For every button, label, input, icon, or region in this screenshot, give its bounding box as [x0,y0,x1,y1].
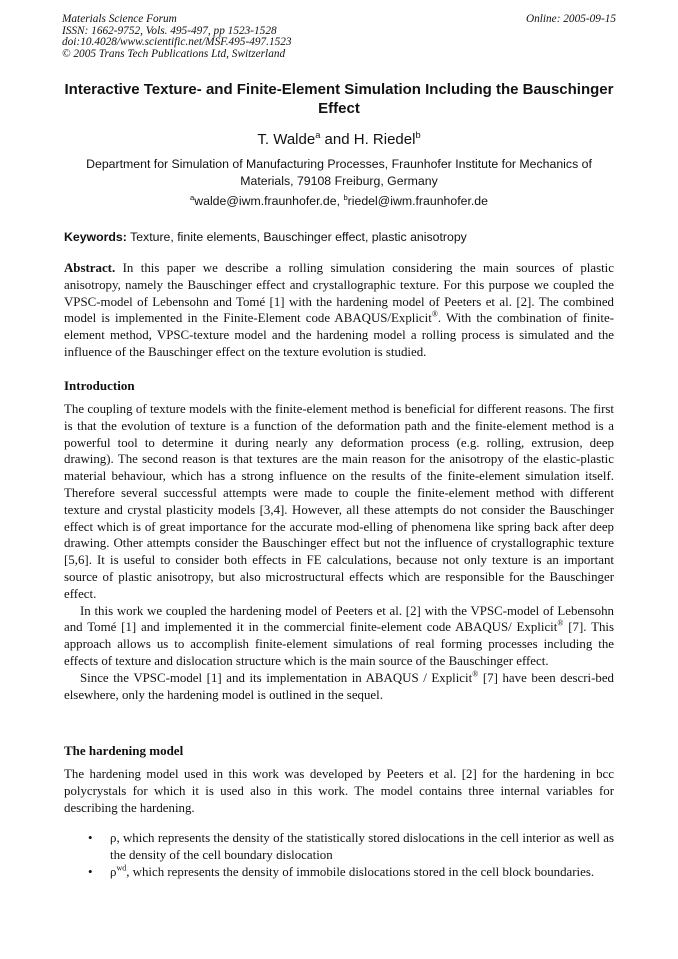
intro-paragraph-2 [64,603,614,670]
intro-paragraph-3 [64,670,614,704]
rho-superscript: wd [116,863,127,873]
affiliation: Department for Simulation of Manufacturing Processes, Fraunhofer Institute for Mechanics of Materials, 79108 Freiburg, Germany [86,157,592,188]
paper-title: Interactive Texture- and Finite-Element Simulation Including the Bauschinger Effect [64,81,614,117]
author-1-affiliation-mark: a [315,130,321,140]
intro-p3-text-a: Since the VPSC-model [1] and its implementation in ABAQUS / Explicit [80,670,473,685]
email-line [62,193,616,209]
list-item [88,830,614,864]
bullet-icon: • [88,831,93,845]
introduction-heading: Introduction [64,378,135,393]
online-date: Online: 2005-09-15 [525,13,616,25]
registered-mark: ® [557,619,564,629]
registered-mark: ® [472,669,479,679]
abstract [64,260,614,361]
page-header [62,14,616,60]
keywords-label: Keywords: [64,230,127,244]
intro-p2-text-b: [7]. This approach allows us to accomplish finite-element simulations of real forming processes including the effects of texture and dislocation structure which is the main source of the Bauschinger effect. [64,620,614,668]
list-item [88,864,614,881]
author-2-affiliation-mark: b [415,130,421,140]
issn-line: ISSN: 1662-9752, Vols. 495-497, pp 1523-1528 [62,24,277,37]
copyright-line: © 2005 Trans Tech Publications Ltd, Switzerland [62,47,286,60]
list-item-text: , which represents the density of immobile dislocations stored in the cell block boundaries. [126,864,595,879]
author-1: T. Walde [257,131,316,148]
hardening-model-body [64,766,614,816]
keywords-text: Texture, finite elements, Bauschinger effect, plastic anisotropy [126,230,467,244]
author-2: H. Riedel [353,131,416,148]
intro-paragraph-1: The coupling of texture models with the finite-element method is beneficial for different reasons. The first is that the evolution of texture is a function of the deformation path and the finite-element method is a powerful tool to determine it during nearly any deformation process (e.g. rolling, extrusion, deep drawing). The second reason is that textures are the main reason for the anisotropy of the elastic-plastic material behaviour, which has a strong influence on the results of the finite-element simulation itself. Therefore several successful attempts were made to couple the finite-element method with different texture and crystal plasticity models [3,4]. However, all these attempts do not consider the Bauschinger effect which is of great importance for the accurate mod-elling of phenomena like spring back after deep drawing. Other attempts consider the Bauschinger effect but not the influence of crystallographic texture [5,6]. It is useful to consider both effects in FE calculations, because not only texture is an important source of plastic anisotropy, but also microstructural effects which are responsible for the Bauschinger effect. [64,402,614,601]
introduction-body [64,401,614,703]
internal-variables-list [88,830,614,880]
rho-symbol: ρ [110,831,117,845]
doi-line: doi:10.4028/www.scientific.net/MSF.495-497.1523 [62,36,292,48]
abstract-text-1: In this paper we describe a rolling simulation considering the main sources of plastic anisotropy, namely the Bauschinger effect and crystallographic texture. For this purpose we coupled the VPSC-model of Lebensohn and Tomé [1] with the hardening model of Peeters et al. [2]. The combined model is implemented in the Finite-Element code ABAQUS/Explicit [64,261,614,326]
hardening-paragraph-1: The hardening model used in this work was developed by Peeters et al. [2] for the hardening in bcc polycrystals for which it is used also in this work. The model contains three internal variables for describing the hardening. [64,767,614,815]
list-item-text: , which represents the density of the statistically stored dislocations in the cell interior as well as the density of the cell boundary dislocation [110,831,614,862]
registered-mark: ® [431,310,438,320]
email-b[interactable]: riedel@iwm.fraunhofer.de [347,194,488,208]
email-a[interactable]: walde@iwm.fraunhofer.de, [194,194,344,208]
hardening-model-heading: The hardening model [64,743,184,758]
abstract-label: Abstract. [64,261,116,275]
abstract-text-2: . With the combination of finite-element method, VPSC-texture model and the hardening model a rolling process is simulated and the influence of the Bauschinger effect on the texture evolution is studied. [64,311,614,359]
email-a-mark: a [190,192,195,202]
email-b-mark: b [343,192,348,202]
intro-p2-text-a: In this work we coupled the hardening model of Peeters et al. [2] with the VPSC-model of Lebensohn and Tomé [1] and implemented it in the commercial finite-element code ABAQUS/ Explicit [64,603,614,635]
intro-p3-text-b: [7] have been descri-bed elsewhere, only the hardening model is outlined in the sequel. [64,670,614,702]
author-line [62,131,616,149]
keywords [64,229,616,245]
journal-name: Materials Science Forum [62,13,177,25]
rho-symbol: ρ [110,864,117,879]
bullet-icon: • [88,864,93,879]
author-conjunction: and [320,131,354,148]
